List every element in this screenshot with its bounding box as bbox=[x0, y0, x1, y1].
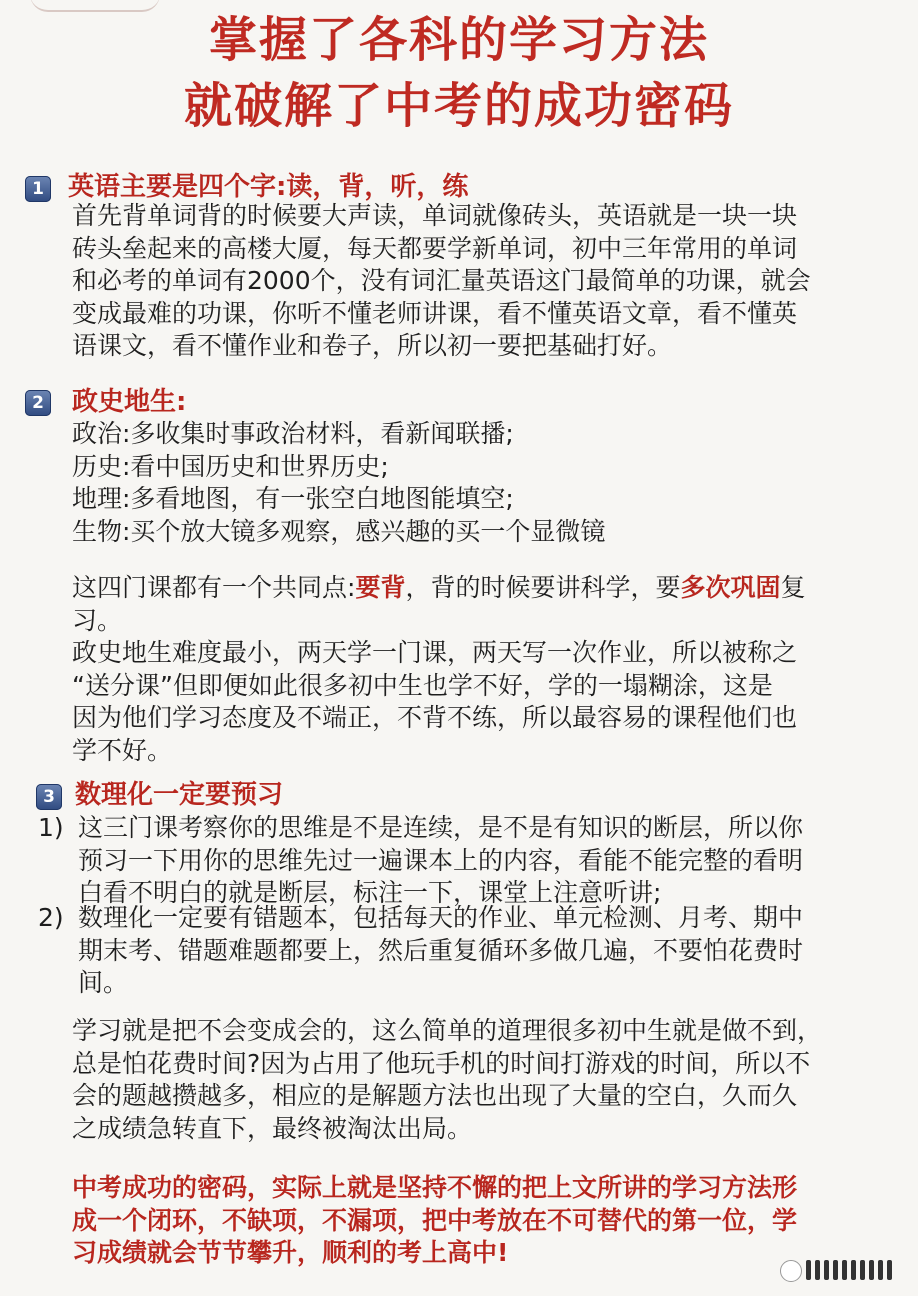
common-point-line bbox=[72, 572, 806, 605]
section-2-badge: 2 bbox=[25, 390, 51, 416]
text-line: 因为他们学习态度及不端正，不背不练，所以最容易的课程他们也 bbox=[72, 703, 798, 732]
section-2-common-point bbox=[72, 572, 806, 767]
section-2-subjects bbox=[72, 418, 605, 548]
common-point-line-2: 习。 bbox=[72, 605, 123, 635]
closing-line: 中考成功的密码，实际上就是坚持不懈的把上文所讲的学习方法形 bbox=[72, 1173, 798, 1202]
list-marker-2: 2) bbox=[38, 903, 64, 932]
text-line: 之成绩急转直下，最终被淘汰出局。 bbox=[72, 1113, 473, 1143]
emphasis-recite: 要背 bbox=[355, 573, 406, 602]
text-line: 预习一下用你的思维先过一遍课本上的内容，看能不能完整的看明 bbox=[78, 845, 804, 875]
common-point-text: 这四门课都有一个共同点: bbox=[72, 573, 356, 602]
page-title-line-2: 就破解了中考的成功密码 bbox=[183, 78, 734, 134]
page-title-line-1: 掌握了各科的学习方法 bbox=[208, 12, 709, 68]
closing-paragraph bbox=[72, 1172, 797, 1270]
watermark-dot-icon bbox=[780, 1260, 802, 1282]
subject-line: 地理:多看地图，有一张空白地图能填空; bbox=[72, 484, 514, 513]
section-1-body bbox=[72, 200, 811, 363]
common-point-text: 复 bbox=[780, 573, 806, 602]
text-line: 砖头垒起来的高楼大厦，每天都要学新单词，初中三年常用的单词 bbox=[72, 233, 798, 263]
section-3-badge: 3 bbox=[36, 784, 62, 810]
text-line: 学不好。 bbox=[72, 735, 173, 765]
text-line: 总是怕花费时间?因为占用了他玩手机的时间打游戏的时间，所以不 bbox=[72, 1048, 811, 1078]
subject-line: 政治:多收集时事政治材料，看新闻联播; bbox=[72, 419, 514, 448]
text-line: 政史地生难度最小，两天学一门课，两天写一次作业，所以被称之 bbox=[72, 638, 798, 667]
text-line: 数理化一定要有错题本，包括每天的作业、单元检测、月考、期中 bbox=[78, 903, 804, 932]
watermark-bars bbox=[780, 1260, 900, 1288]
text-line: 会的题越攒越多，相应的是解题方法也出现了大量的空白，久而久 bbox=[72, 1081, 798, 1110]
text-line: 首先背单词背的时候要大声读，单词就像砖头，英语就是一块一块 bbox=[72, 201, 798, 230]
closing-line: 习成绩就会节节攀升，顺利的考上高中! bbox=[72, 1238, 509, 1267]
text-line: 白看不明白的就是断层，标注一下，课堂上注意听讲; bbox=[78, 878, 662, 907]
common-point-text: ，背的时候要讲科学，要 bbox=[405, 573, 681, 602]
text-line: 这三门课考察你的思维是不是连续，是不是有知识的断层，所以你 bbox=[78, 813, 804, 842]
section-3-item-1 bbox=[78, 812, 803, 910]
subject-line: 生物:买个放大镜多观察，感兴趣的买一个显微镜 bbox=[72, 516, 606, 546]
section-1-badge: 1 bbox=[25, 176, 51, 202]
section-2-heading: 政史地生: bbox=[72, 387, 187, 417]
section-3-summary bbox=[72, 1015, 822, 1145]
emphasis-consolidate: 多次巩固 bbox=[680, 573, 781, 602]
subject-line: 历史:看中国历史和世界历史; bbox=[72, 451, 389, 481]
text-line: 语课文，看不懂作业和卷子，所以初一要把基础打好。 bbox=[72, 331, 673, 360]
section-1-heading: 英语主要是四个字:读，背，听，练 bbox=[68, 172, 469, 202]
section-3-item-2 bbox=[78, 902, 803, 1000]
closing-line: 成一个闭环，不缺项，不漏项，把中考放在不可替代的第一位，学 bbox=[72, 1205, 798, 1235]
text-line: 和必考的单词有2000个，没有词汇量英语这门最简单的功课，就会 bbox=[72, 266, 811, 295]
text-line: “送分课”但即便如此很多初中生也学不好，学的一塌糊涂，这是 bbox=[72, 670, 773, 700]
text-line: 间。 bbox=[78, 968, 129, 997]
list-marker-1: 1) bbox=[38, 813, 64, 842]
text-line: 变成最难的功课，你听不懂老师讲课，看不懂英语文章，看不懂英 bbox=[72, 298, 798, 328]
text-line: 学习就是把不会变成会的，这么简单的道理很多初中生就是做不到， bbox=[72, 1016, 823, 1045]
section-3-heading: 数理化一定要预习 bbox=[75, 780, 284, 810]
text-line: 期末考、错题难题都要上，然后重复循环多做几遍，不要怕花费时 bbox=[78, 935, 804, 965]
